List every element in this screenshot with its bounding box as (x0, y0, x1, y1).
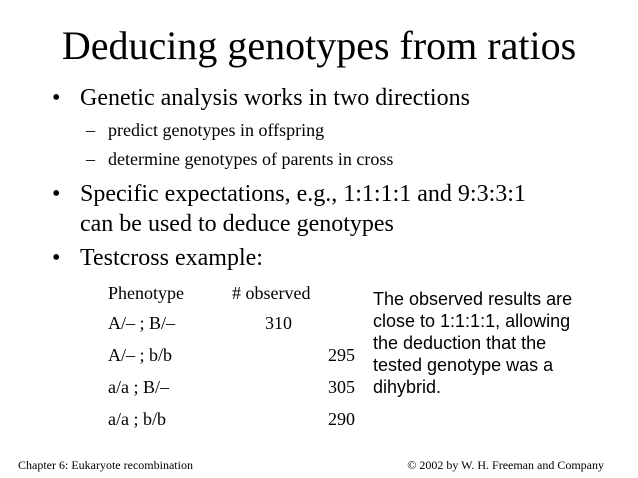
bullet-icon: • (52, 245, 61, 271)
callout-line: tested genotype was a (373, 355, 554, 375)
bullet-icon: • (52, 181, 61, 207)
bullet-specific-expectations (52, 180, 526, 208)
bullet-icon: • (52, 85, 61, 111)
table-cell-observed: 290 (328, 409, 355, 429)
bullet-text: Genetic analysis works in two directions (80, 85, 470, 111)
dash-icon: – (86, 149, 95, 169)
bullet-text-line1: Specific expectations, e.g., 1:1:1:1 and 9:3:3:1 (80, 181, 526, 207)
table-header-observed: # observed (232, 283, 311, 303)
table-cell-phenotype: a/a ; B/– (108, 377, 169, 397)
subitem-predict-genotypes (86, 119, 325, 141)
subitem-text: predict genotypes in offspring (108, 120, 325, 140)
callout-note (373, 288, 623, 398)
bullet-text: Testcross example: (80, 245, 263, 271)
footer-copyright: © 2002 by W. H. Freeman and Company (407, 458, 604, 472)
subitem-determine-genotypes (86, 148, 394, 170)
callout-line: The observed results are (373, 289, 573, 309)
callout-line: the deduction that the (373, 333, 547, 353)
table-cell-phenotype: a/a ; b/b (108, 409, 166, 429)
footer-chapter: Chapter 6: Eukaryote recombination (18, 458, 193, 472)
table-cell-observed: 305 (328, 377, 355, 397)
slide-title: Deducing genotypes from ratios (61, 23, 577, 68)
table-cell-observed: 295 (328, 345, 355, 365)
callout-line: close to 1:1:1:1, allowing (373, 311, 571, 331)
bullet-specific-expectations-cont (80, 210, 394, 238)
table-cell-observed: 310 (265, 313, 292, 333)
subitem-text: determine genotypes of parents in cross (108, 149, 394, 169)
bullet-testcross (52, 244, 263, 272)
table-header-phenotype: Phenotype (108, 283, 184, 303)
bullet-genetic-analysis (52, 84, 470, 112)
callout-line: dihybrid. (373, 377, 442, 397)
table-cell-phenotype: A/– ; b/b (108, 345, 173, 365)
table-cell-phenotype: A/– ; B/– (108, 313, 176, 333)
bullet-text-line2: can be used to deduce genotypes (80, 211, 394, 237)
dash-icon: – (86, 120, 95, 140)
